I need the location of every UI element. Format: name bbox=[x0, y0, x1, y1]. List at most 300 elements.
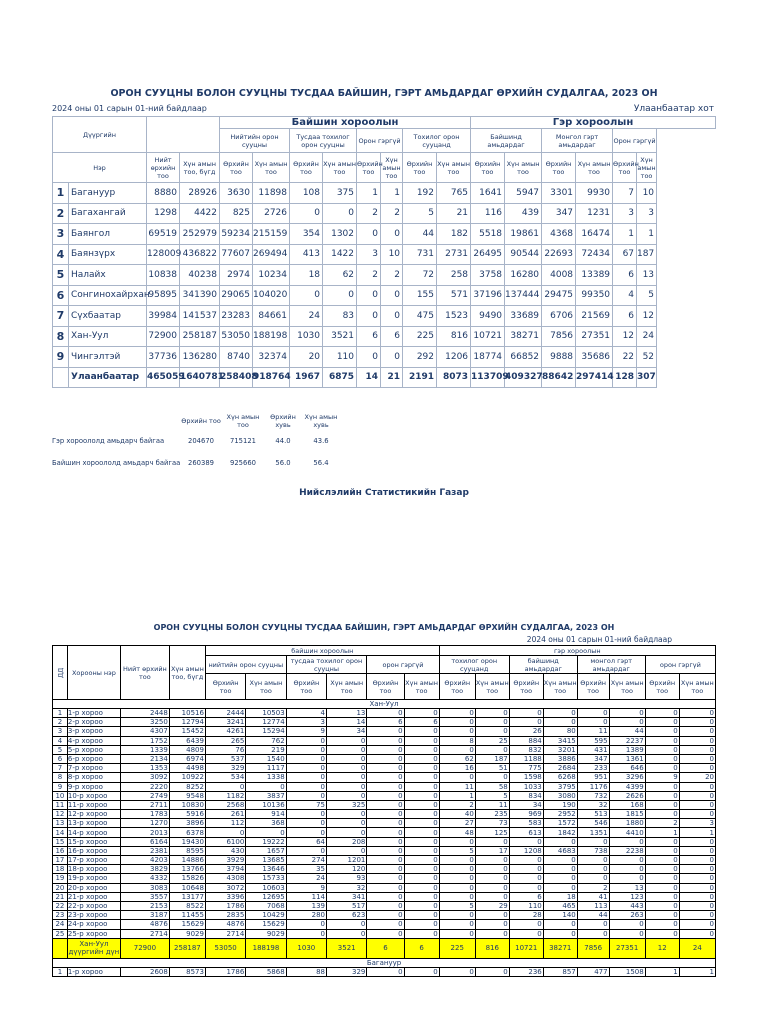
cell-value: 10830 bbox=[169, 800, 205, 809]
table-row bbox=[53, 967, 716, 976]
cell-value: 0 bbox=[404, 846, 439, 855]
house-area-header-2: байшин хороолын bbox=[205, 646, 439, 656]
cell-value: 0 bbox=[367, 929, 404, 938]
cell-value: 6974 bbox=[169, 754, 205, 763]
row-index: 20 bbox=[53, 883, 68, 892]
total-value: 6875 bbox=[323, 367, 357, 388]
cell-value: 274 bbox=[286, 856, 326, 865]
hh-col-header: Өрхийн тоо bbox=[613, 153, 637, 183]
table-row bbox=[53, 892, 716, 901]
cell-value: 738 bbox=[577, 846, 609, 855]
cell-value: 72900 bbox=[147, 326, 180, 347]
cell-value: 0 bbox=[404, 883, 439, 892]
cell-value: 136280 bbox=[180, 347, 220, 368]
cell-value: 0 bbox=[286, 929, 326, 938]
subgroup-header: Тохилог орон сууцанд bbox=[403, 129, 471, 153]
cell-value: 72434 bbox=[576, 244, 613, 265]
cell-value: 28 bbox=[509, 911, 543, 920]
cell-value: 21569 bbox=[576, 306, 613, 327]
cell-value: 5947 bbox=[505, 183, 542, 204]
cell-value: 2 bbox=[381, 265, 403, 286]
cell-value: 263 bbox=[609, 911, 645, 920]
cell-value: 23283 bbox=[220, 306, 253, 327]
table-row bbox=[53, 846, 716, 855]
cell-value: 1572 bbox=[543, 819, 577, 828]
cell-value: 34 bbox=[327, 727, 367, 736]
cell-value: 0 bbox=[645, 892, 679, 901]
cell-value: 0 bbox=[475, 745, 509, 754]
cell-value: 26495 bbox=[471, 244, 505, 265]
table-row bbox=[53, 285, 716, 306]
cell-value: 22 bbox=[613, 347, 637, 368]
cell-value: 0 bbox=[509, 837, 543, 846]
khoroo-name: 12-р хороо bbox=[67, 810, 120, 819]
cell-value: 59234 bbox=[220, 224, 253, 245]
cell-value: 62 bbox=[323, 265, 357, 286]
khoroo-name: 16-р хороо bbox=[67, 846, 120, 855]
cell-value: 0 bbox=[577, 920, 609, 929]
cell-value: 19430 bbox=[169, 837, 205, 846]
pop-col-header: Хүн амын тоо bbox=[323, 153, 357, 183]
cell-value: 0 bbox=[404, 773, 439, 782]
cell-value: 0 bbox=[645, 911, 679, 920]
cell-value: 0 bbox=[645, 782, 679, 791]
cell-value: 0 bbox=[327, 745, 367, 754]
cell-value: 1842 bbox=[543, 828, 577, 837]
cell-value: 3758 bbox=[471, 265, 505, 286]
cell-value: 5916 bbox=[169, 810, 205, 819]
cell-value: 18 bbox=[290, 265, 323, 286]
pop-col-header-2: Хүн амын тоо bbox=[475, 674, 509, 700]
row-index: 10 bbox=[53, 791, 68, 800]
row-index: 7 bbox=[53, 306, 69, 327]
row-index: 21 bbox=[53, 892, 68, 901]
group-label: Багануур bbox=[53, 958, 716, 967]
cell-value: 0 bbox=[404, 709, 439, 718]
cell-value: 75 bbox=[286, 800, 326, 809]
cell-value: 99350 bbox=[576, 285, 613, 306]
cell-value: 2952 bbox=[543, 810, 577, 819]
cell-value: 0 bbox=[286, 810, 326, 819]
cell-value: 40238 bbox=[180, 265, 220, 286]
row-index: 1 bbox=[53, 709, 68, 718]
cell-value: 11 bbox=[475, 800, 509, 809]
cell-value: 40 bbox=[439, 810, 475, 819]
cell-value: 2974 bbox=[220, 265, 253, 286]
cell-value: 9029 bbox=[169, 929, 205, 938]
cell-value: 1752 bbox=[120, 736, 169, 745]
summary-value: 44.0 bbox=[275, 437, 291, 445]
cell-value: 3187 bbox=[120, 911, 169, 920]
cell-value: 1 bbox=[357, 183, 381, 204]
row-index: 17 bbox=[53, 856, 68, 865]
pop-col-header: Хүн амын тоо bbox=[637, 153, 657, 183]
cell-value: 0 bbox=[679, 736, 715, 745]
hh-col-header-2: Өрхийн тоо bbox=[509, 674, 543, 700]
cell-value: 8573 bbox=[169, 967, 205, 976]
table-row bbox=[53, 810, 716, 819]
cell-value: 0 bbox=[357, 285, 381, 306]
cell-value: 4 bbox=[613, 285, 637, 306]
cell-value: 0 bbox=[645, 727, 679, 736]
cell-value: 10429 bbox=[246, 911, 286, 920]
cell-value: 7068 bbox=[246, 901, 286, 910]
cell-value: 354 bbox=[290, 224, 323, 245]
cell-value: 0 bbox=[543, 856, 577, 865]
cell-value: 0 bbox=[404, 901, 439, 910]
khoroo-name: 6-р хороо bbox=[67, 754, 120, 763]
table-row bbox=[53, 791, 716, 800]
cell-value: 6 bbox=[404, 718, 439, 727]
cell-value: 436822 bbox=[180, 244, 220, 265]
cell-value: 0 bbox=[645, 920, 679, 929]
cell-value: 1 bbox=[679, 967, 715, 976]
cell-value: 3201 bbox=[543, 745, 577, 754]
row-index: 1 bbox=[53, 183, 69, 204]
cell-value: 14886 bbox=[169, 856, 205, 865]
cell-value: 2013 bbox=[120, 828, 169, 837]
cell-value: 0 bbox=[381, 306, 403, 327]
summary-table bbox=[52, 412, 340, 474]
cell-value: 0 bbox=[367, 754, 404, 763]
cell-value: 3 bbox=[357, 244, 381, 265]
cell-value: 235 bbox=[475, 810, 509, 819]
total-value: 6 bbox=[404, 938, 439, 958]
cell-value: 0 bbox=[367, 883, 404, 892]
cell-value: 2711 bbox=[120, 800, 169, 809]
row-index: 13 bbox=[53, 819, 68, 828]
cell-value: 233 bbox=[577, 764, 609, 773]
cell-value: 83 bbox=[323, 306, 357, 327]
subgroup-header: Тусдаа тохилог орон сууцны bbox=[290, 129, 357, 153]
table-row bbox=[53, 745, 716, 754]
cell-value: 0 bbox=[679, 754, 715, 763]
group-label: Хан-Уул bbox=[53, 700, 716, 709]
cell-value: 3301 bbox=[542, 183, 576, 204]
cell-value: 8880 bbox=[147, 183, 180, 204]
cell-value: 0 bbox=[475, 837, 509, 846]
ger-area-header-2: гэр хороолын bbox=[439, 646, 715, 656]
cell-value: 0 bbox=[286, 745, 326, 754]
cell-value: 0 bbox=[609, 856, 645, 865]
cell-value: 27351 bbox=[576, 326, 613, 347]
cell-value: 10648 bbox=[169, 883, 205, 892]
cell-value: 0 bbox=[509, 883, 543, 892]
cell-value: 1880 bbox=[609, 819, 645, 828]
cell-value: 0 bbox=[381, 347, 403, 368]
cell-value: 0 bbox=[404, 865, 439, 874]
page-title-2: ОРОН СУУЦНЫ БОЛОН СУУЦНЫ ТУСДАА БАЙШИН, ГЭРТ АМЬДАРДАГ ӨРХИЙН СУДАЛГАА, 2023 ОН bbox=[153, 623, 615, 632]
cell-value: 0 bbox=[381, 224, 403, 245]
khoroo-name: 3-р хороо bbox=[67, 727, 120, 736]
cell-value: 0 bbox=[439, 883, 475, 892]
cell-value: 13 bbox=[327, 709, 367, 718]
row-index: 18 bbox=[53, 865, 68, 874]
cell-value: 0 bbox=[475, 874, 509, 883]
cell-value: 2 bbox=[357, 265, 381, 286]
cell-value: 0 bbox=[475, 865, 509, 874]
cell-value: 0 bbox=[645, 800, 679, 809]
cell-value: 6439 bbox=[169, 736, 205, 745]
cell-value: 258187 bbox=[180, 326, 220, 347]
khoroo-name: 5-р хороо bbox=[67, 745, 120, 754]
cell-value: 4368 bbox=[542, 224, 576, 245]
cell-value: 732 bbox=[577, 791, 609, 800]
cell-value: 832 bbox=[509, 745, 543, 754]
cell-value: 0 bbox=[645, 856, 679, 865]
cell-value: 0 bbox=[475, 920, 509, 929]
summary-value: 56.4 bbox=[313, 459, 329, 467]
cell-value: 0 bbox=[323, 285, 357, 306]
cell-value: 1422 bbox=[323, 244, 357, 265]
row-index: 3 bbox=[53, 727, 68, 736]
cell-value: 0 bbox=[679, 883, 715, 892]
row-index: 4 bbox=[53, 736, 68, 745]
cell-value: 0 bbox=[439, 865, 475, 874]
cell-value: 4876 bbox=[205, 920, 245, 929]
cell-value: 37736 bbox=[147, 347, 180, 368]
khoroo-name: 4-р хороо bbox=[67, 736, 120, 745]
cell-value: 2134 bbox=[120, 754, 169, 763]
row-index: 6 bbox=[53, 754, 68, 763]
total-value: 1640781 bbox=[180, 367, 220, 388]
cell-value: 0 bbox=[367, 745, 404, 754]
cell-value: 6 bbox=[613, 306, 637, 327]
cell-value: 0 bbox=[381, 285, 403, 306]
cell-value: 225 bbox=[403, 326, 437, 347]
summary-value: 715121 bbox=[230, 437, 256, 445]
cell-value: 0 bbox=[327, 810, 367, 819]
cell-value: 0 bbox=[543, 874, 577, 883]
total-value: 10721 bbox=[509, 938, 543, 958]
cell-value: 20 bbox=[290, 347, 323, 368]
cell-value: 2 bbox=[645, 819, 679, 828]
cell-value: 2 bbox=[357, 203, 381, 224]
cell-value: 0 bbox=[290, 203, 323, 224]
cell-value: 0 bbox=[679, 865, 715, 874]
cell-value: 0 bbox=[367, 709, 404, 718]
house-area-header: Байшин хороолын bbox=[220, 117, 471, 129]
cell-value: 187 bbox=[637, 244, 657, 265]
cell-value: 1598 bbox=[509, 773, 543, 782]
row-index: 5 bbox=[53, 745, 68, 754]
table-row bbox=[53, 911, 716, 920]
cell-value: 265 bbox=[205, 736, 245, 745]
summary-label: Гэр хороололд амьдарч байгаа bbox=[52, 437, 165, 445]
table-row bbox=[53, 306, 716, 327]
cell-value: 5868 bbox=[246, 967, 286, 976]
cell-value: 1540 bbox=[246, 754, 286, 763]
cell-value: 347 bbox=[577, 754, 609, 763]
cell-value: 0 bbox=[509, 865, 543, 874]
cell-value: 3557 bbox=[120, 892, 169, 901]
cell-value: 1 bbox=[439, 791, 475, 800]
total-value: 21 bbox=[381, 367, 403, 388]
cell-value: 1786 bbox=[205, 901, 245, 910]
cell-value: 110 bbox=[509, 901, 543, 910]
hh-col-header-2: Өрхийн тоо bbox=[286, 674, 326, 700]
cell-value: 0 bbox=[543, 718, 577, 727]
cell-value: 4876 bbox=[120, 920, 169, 929]
cell-value: 1206 bbox=[437, 347, 471, 368]
cell-value: 3241 bbox=[205, 718, 245, 727]
cell-value: 120 bbox=[327, 865, 367, 874]
cell-value: 67 bbox=[613, 244, 637, 265]
khoroo-name: 13-р хороо bbox=[67, 819, 120, 828]
cell-value: 6378 bbox=[169, 828, 205, 837]
total-value: 409327 bbox=[505, 367, 542, 388]
hh-col-header: Өрхийн тоо bbox=[403, 153, 437, 183]
khoroo-name: 11-р хороо bbox=[67, 800, 120, 809]
cell-value: 775 bbox=[509, 764, 543, 773]
cell-value: 0 bbox=[645, 745, 679, 754]
cell-value: 0 bbox=[439, 856, 475, 865]
total-value: 918764 bbox=[253, 367, 290, 388]
cell-value: 77607 bbox=[220, 244, 253, 265]
cell-value: 5 bbox=[475, 791, 509, 800]
cell-value: 0 bbox=[679, 764, 715, 773]
cell-value: 3083 bbox=[120, 883, 169, 892]
cell-value: 0 bbox=[290, 285, 323, 306]
cell-value: 914 bbox=[246, 810, 286, 819]
khoroo-name: 1-р хороо bbox=[67, 967, 120, 976]
cell-value: 9 bbox=[286, 883, 326, 892]
cell-value: 10603 bbox=[246, 883, 286, 892]
cell-value: 9888 bbox=[542, 347, 576, 368]
cell-value: 192 bbox=[403, 183, 437, 204]
cell-value: 2237 bbox=[609, 736, 645, 745]
cell-value: 517 bbox=[327, 901, 367, 910]
cell-value: 1351 bbox=[577, 828, 609, 837]
cell-value: 1 bbox=[645, 828, 679, 837]
cell-value: 0 bbox=[543, 865, 577, 874]
total-value: 258408 bbox=[220, 367, 253, 388]
blank-cell bbox=[53, 938, 68, 958]
cell-value: 19222 bbox=[246, 837, 286, 846]
cell-value: 269494 bbox=[253, 244, 290, 265]
cell-value: 137444 bbox=[505, 285, 542, 306]
cell-value: 53050 bbox=[220, 326, 253, 347]
cell-value: 15733 bbox=[246, 874, 286, 883]
cell-value: 4307 bbox=[120, 727, 169, 736]
cell-value: 8522 bbox=[169, 901, 205, 910]
cell-value: 595 bbox=[577, 736, 609, 745]
subgroup-header: Орон гэргүй bbox=[357, 129, 403, 153]
hh-col-header: Өрхийн тоо bbox=[220, 153, 253, 183]
cell-value: 3630 bbox=[220, 183, 253, 204]
cell-value: 0 bbox=[404, 929, 439, 938]
cell-value: 0 bbox=[679, 892, 715, 901]
cell-value: 4008 bbox=[542, 265, 576, 286]
cell-value: 0 bbox=[543, 837, 577, 846]
cell-value: 0 bbox=[609, 920, 645, 929]
cell-value: 37196 bbox=[471, 285, 505, 306]
cell-value: 0 bbox=[327, 791, 367, 800]
cell-value: 0 bbox=[577, 718, 609, 727]
cell-value: 0 bbox=[327, 782, 367, 791]
cell-value: 0 bbox=[679, 727, 715, 736]
cell-value: 0 bbox=[679, 745, 715, 754]
cell-value: 108 bbox=[290, 183, 323, 204]
pop-col-header-2: Хүн амын тоо bbox=[327, 674, 367, 700]
cell-value: 16280 bbox=[505, 265, 542, 286]
cell-value: 0 bbox=[645, 736, 679, 745]
cell-value: 188198 bbox=[253, 326, 290, 347]
cell-value: 0 bbox=[509, 709, 543, 718]
cell-value: 9 bbox=[286, 727, 326, 736]
pop-col-header-2: Хүн амын тоо bbox=[404, 674, 439, 700]
cell-value: 0 bbox=[609, 874, 645, 883]
cell-value: 0 bbox=[323, 203, 357, 224]
cell-value: 2444 bbox=[205, 709, 245, 718]
row-index: 9 bbox=[53, 782, 68, 791]
cell-value: 430 bbox=[205, 846, 245, 855]
cell-value: 1353 bbox=[120, 764, 169, 773]
cell-value: 110 bbox=[323, 347, 357, 368]
cell-value: 15629 bbox=[246, 920, 286, 929]
cell-value: 0 bbox=[246, 782, 286, 791]
total-value: 53050 bbox=[205, 938, 245, 958]
total-value: 1967 bbox=[290, 367, 323, 388]
subgroup-header: Монгол гэрт амьдардаг bbox=[542, 129, 613, 153]
cell-value: 3072 bbox=[205, 883, 245, 892]
cell-value: 623 bbox=[327, 911, 367, 920]
cell-value: 0 bbox=[679, 929, 715, 938]
cell-value: 816 bbox=[437, 326, 471, 347]
cell-value: 0 bbox=[645, 929, 679, 938]
cell-value: 0 bbox=[286, 773, 326, 782]
cell-value: 1302 bbox=[323, 224, 357, 245]
cell-value: 1 bbox=[645, 967, 679, 976]
cell-value: 12794 bbox=[169, 718, 205, 727]
cell-value: 0 bbox=[367, 856, 404, 865]
cell-value: 0 bbox=[357, 347, 381, 368]
cell-value: 41 bbox=[577, 892, 609, 901]
cell-value: 0 bbox=[404, 874, 439, 883]
cell-value: 80 bbox=[543, 727, 577, 736]
cell-value: 11 bbox=[439, 782, 475, 791]
khoroo-name-header: Хорооны нэр bbox=[67, 646, 120, 700]
cell-value: 0 bbox=[475, 856, 509, 865]
cell-value: 35 bbox=[286, 865, 326, 874]
cell-value: 208 bbox=[327, 837, 367, 846]
cell-value: 1201 bbox=[327, 856, 367, 865]
cell-value: 9548 bbox=[169, 791, 205, 800]
cell-value: 6164 bbox=[120, 837, 169, 846]
row-index: 8 bbox=[53, 326, 69, 347]
cell-value: 84661 bbox=[253, 306, 290, 327]
cell-value: 6 bbox=[381, 326, 403, 347]
khoroo-name: 8-р хороо bbox=[67, 773, 120, 782]
date-label-2: 2024 оны 01 сарын 01-ний байдлаар bbox=[526, 635, 672, 644]
cell-value: 15629 bbox=[169, 920, 205, 929]
cell-value: 1641 bbox=[471, 183, 505, 204]
cell-value: 3080 bbox=[543, 791, 577, 800]
cell-value: 3396 bbox=[205, 892, 245, 901]
cell-value: 10516 bbox=[169, 709, 205, 718]
cell-value: 465 bbox=[543, 901, 577, 910]
cell-value: 13646 bbox=[246, 865, 286, 874]
cell-value: 4683 bbox=[543, 846, 577, 855]
table-row bbox=[53, 883, 716, 892]
cell-value: 0 bbox=[357, 224, 381, 245]
cell-value: 0 bbox=[475, 727, 509, 736]
cell-value: 5 bbox=[439, 846, 475, 855]
cell-value: 0 bbox=[404, 828, 439, 837]
cell-value: 1298 bbox=[147, 203, 180, 224]
cell-value: 1508 bbox=[609, 967, 645, 976]
cell-value: 12 bbox=[613, 326, 637, 347]
